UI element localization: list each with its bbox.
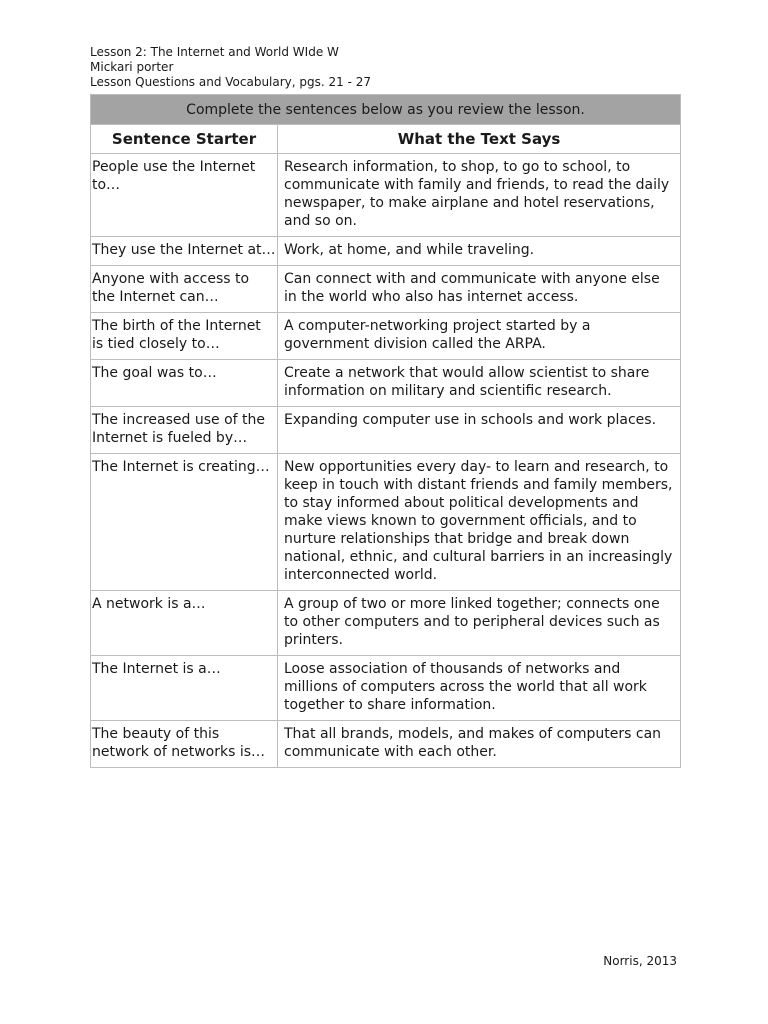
banner-row [91,95,681,125]
table-row [91,313,681,360]
lesson-title: Lesson 2: The Internet and World WIde W [90,45,339,59]
table-row [91,360,681,407]
table-row [91,266,681,313]
table-row [91,656,681,721]
student-name: Mickari porter [90,60,174,74]
answer-cell: Work, at home, and while traveling. [278,237,681,266]
answer-cell: Can connect with and communicate with anyone else in the world who also has internet access. [278,266,681,313]
sentence-starter-cell: The Internet is a… [91,656,278,721]
instructions-banner: Complete the sentences below as you review the lesson. [91,95,681,125]
footer-credit: Norris, 2013 [603,954,677,968]
sentence-starter-cell: The birth of the Internet is tied closely to… [91,313,278,360]
sentence-starter-cell: A network is a… [91,591,278,656]
column-header-answer: What the Text Says [278,125,681,154]
answer-cell: Expanding computer use in schools and work places. [278,407,681,454]
table-row [91,407,681,454]
answer-cell: A group of two or more linked together; connects one to other computers and to peripheral devices such as printers. [278,591,681,656]
answer-cell: Loose association of thousands of networks and millions of computers across the world that all work together to share information. [278,656,681,721]
column-header-row [91,125,681,154]
table-row [91,591,681,656]
sentence-starter-cell: Anyone with access to the Internet can… [91,266,278,313]
table-row [91,721,681,768]
sentence-starter-cell: The Internet is creating… [91,454,278,591]
sentence-starter-cell: The increased use of the Internet is fueled by… [91,407,278,454]
column-header-starter: Sentence Starter [91,125,278,154]
answer-cell: That all brands, models, and makes of computers can communicate with each other. [278,721,681,768]
table-row [91,154,681,237]
answer-cell: Create a network that would allow scientist to share information on military and scientific research. [278,360,681,407]
assignment-subtitle: Lesson Questions and Vocabulary, pgs. 21 - 27 [90,75,372,89]
lesson-table [90,94,681,768]
sentence-starter-cell: People use the Internet to… [91,154,278,237]
table-row [91,237,681,266]
document-header [90,45,371,90]
sentence-starter-cell: The goal was to… [91,360,278,407]
table-row [91,454,681,591]
sentence-starter-cell: They use the Internet at… [91,237,278,266]
answer-cell: A computer-networking project started by a government division called the ARPA. [278,313,681,360]
answer-cell: Research information, to shop, to go to school, to communicate with family and friends, to read the daily newspaper, to make airplane and hotel reservations, and so on. [278,154,681,237]
answer-cell: New opportunities every day- to learn and research, to keep in touch with distant friends and family members, to stay informed about political developments and make views known to government officials, and to nurture relationships that bridge and break down national, ethnic, and cultural barriers in an increasingly interconnected world. [278,454,681,591]
sentence-starter-cell: The beauty of this network of networks is… [91,721,278,768]
